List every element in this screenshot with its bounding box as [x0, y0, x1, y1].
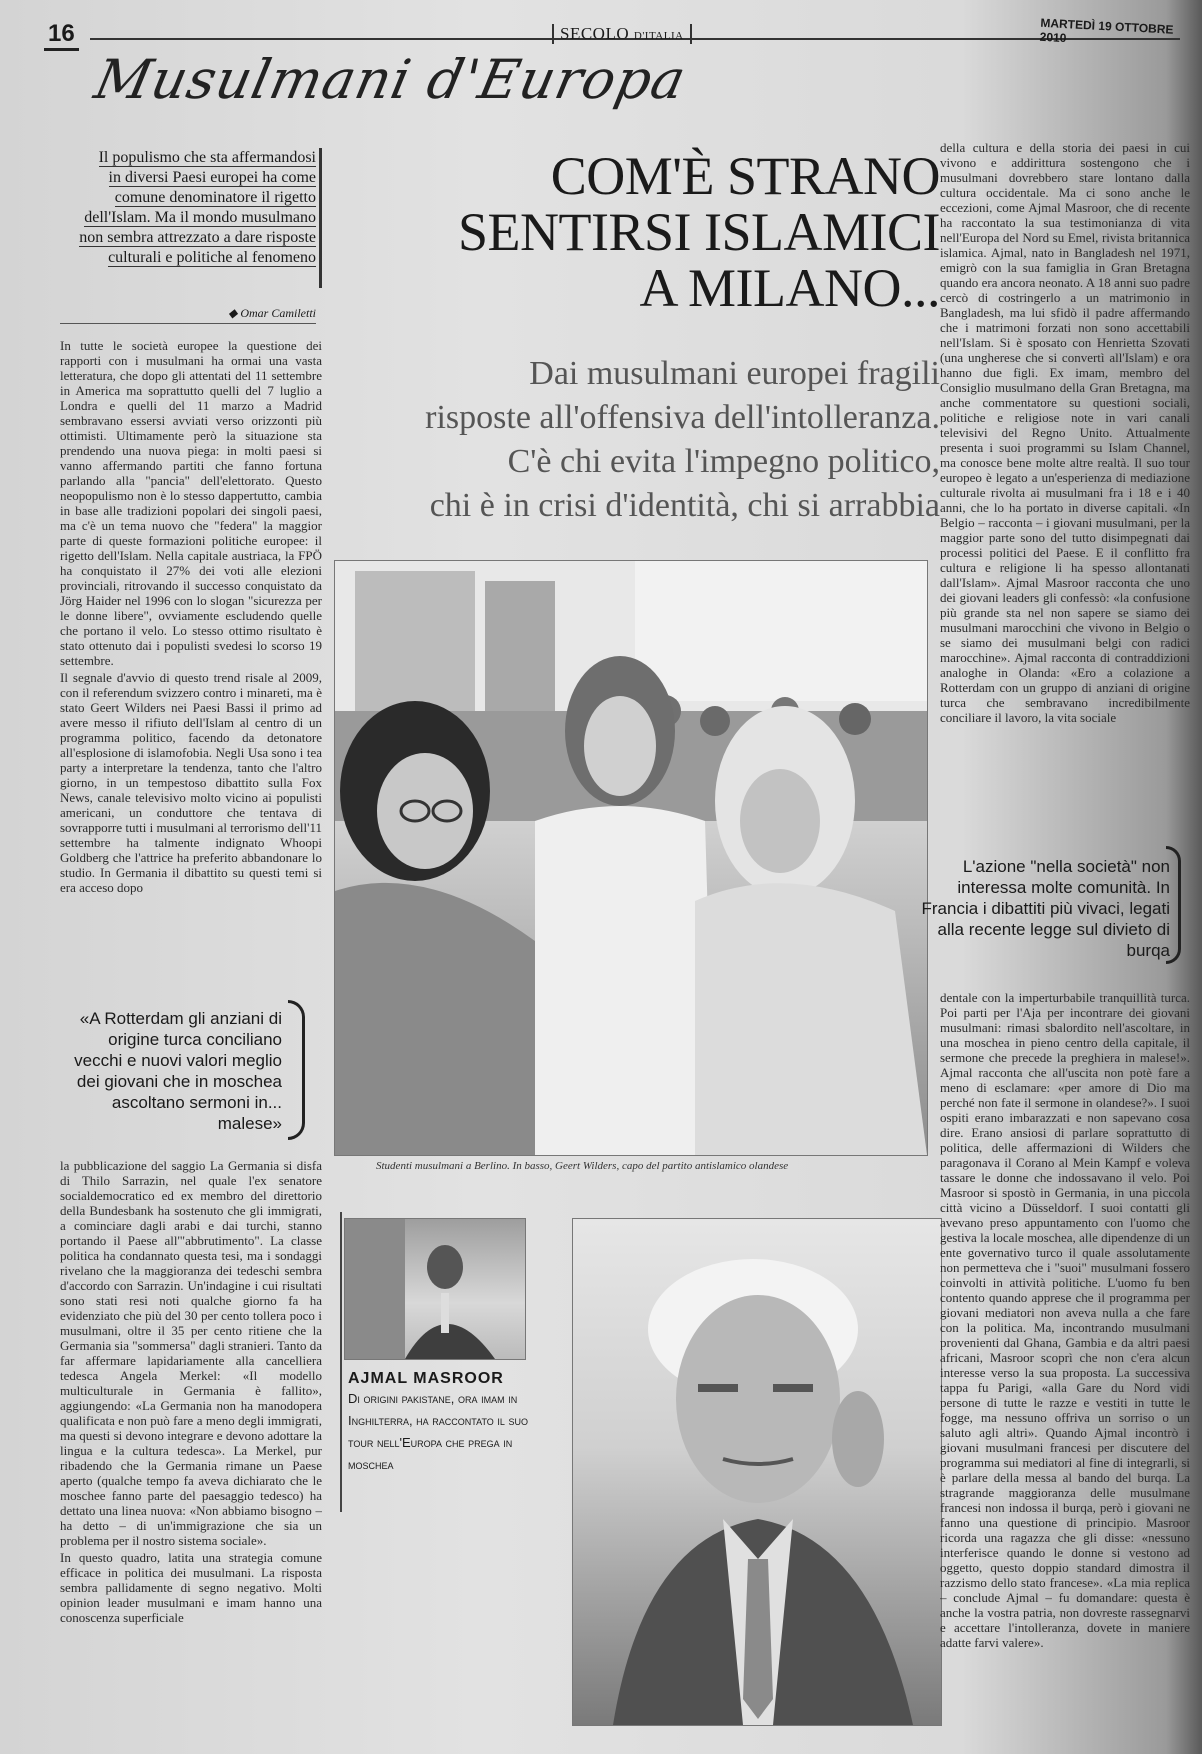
- pull-quote-left: «A Rotterdam gli anziani di origine turca conciliano vecchi e nuovi valori meglio dei giovani che in moschea ascoltano sermoni in... malese»: [74, 1009, 282, 1133]
- newspaper-name-main: SECOLO: [560, 24, 630, 43]
- article-column-left-continued: [60, 1158, 322, 1698]
- subhead-line: chi è in crisi d'identità, chi si arrabbia: [429, 487, 940, 524]
- article-paragraph: In tutte le società europee la questione dei rapporti con i musulmani ha ormai una vasta letteratura, che dopo gli attentati del 11 settembre in America ma soprattutto quelli del 7 luglio a Londra e quelli del 11 marzo a Madrid sembravano essersi avviati verso orizzonti più ottimisti. Ultimamente però la situazione sta prendendo una nuova piega: in molti paesi si vanno affermando partiti che fanno fortuna parlando alla "pancia" dell'elettorato. Questo neopopulismo non è lo stesso dappertutto, cambia in base alle tradizioni popolari dei singoli paesi, ma c'è un tema nuovo che "federa" la maggior parte di queste formazioni politiche europee: il rigetto dell'Islam. Nella capitale austriaca, la FPÖ ha conquistato il 27% dei voti alle elezioni provinciali, ritrovando il successo conquistato da Jörg Haider nel 1996 con lo slogan "sicurezza per le donne libere", ovviamente escludendo quelle che portano il velo. Lo stesso ottimo risultato è stato ottenuto dai i populisti svedesi lo scorso 19 settembre.: [60, 338, 322, 668]
- geert-wilders-photo: [572, 1218, 942, 1726]
- article-column-left: [60, 338, 322, 978]
- section-title: Musulmani d'Europa: [89, 48, 692, 111]
- subheadline: [330, 352, 940, 528]
- subhead-line: Dai musulmani europei fragili: [529, 355, 940, 392]
- photo-caption: Studenti musulmani a Berlino. In basso, Geert Wilders, capo del partito antislamico olandese: [376, 1160, 789, 1172]
- article-paragraph: della cultura e della storia dei paesi in cui vivono e addirittura sostengono che i musulmani dovrebbero stare lontano dalla cultura occidentale. Ma ci sono anche le eccezioni, come Ajmal Masroor, che di recente ha raccontato la sua testimonianza di vita nell'Europa del Nord su Emel, rivista britannica islamica. Ajmal, nato in Bangladesh nel 1971, emigrò con la sua famiglia in Gran Bretagna quando era ancora neonato. A 18 anni suo padre cercò di costringerlo a un matrimonio in Bangladesh, ma lui sfidò il padre affermando che i matrimoni forzati non sono accettabili nell'Islam. Si è sposato con Henrietta Szovati (una ungherese che si convertì all'Islam) e ora hanno due figli. Ex imam, membro del Consiglio musulmano della Gran Bretagna, ma anche commentatore su questioni sociali, politiche e religiose note in vari canali televisivi del Regno Unito. Attualmente presenta i suoi programmi su Islam Channel, ma conosce bene molte altre realtà. Il suo tour europeo è legato a un'esperienza di mediazione culturale rivolta ai musulmani fra i 18 e i 40 anni, che lo ha portato in diverse capitali. «In Belgio – racconta – i giovani musulmani, per la maggior parte sono del tutto disimpegnati dai processi politici del Paese. E il conflitto fra cultura e religione li ha spesso allontanati dall'Islam». Ajmal Masroor racconta che uno dei giovani leaders gli confessò: «la confusione più grande sta nel non sapere se siamo dei musulmani marocchini che vivono in Belgio o se siamo dei musulmani belgi con radici marocchine». Ajmal racconta di contraddizioni analoghe in Olanda: «Ero a colazione a Rotterdam con un gruppo di anziani di origine turca che sembravano incredibilmente conciliare il lavoro, la vita sociale: [940, 140, 1190, 725]
- article-column-right: [940, 140, 1190, 830]
- portrait-illustration: [345, 1219, 525, 1359]
- wilders-illustration: [573, 1219, 941, 1725]
- headline-line: A MILANO...: [639, 258, 940, 318]
- intro-box: [60, 148, 316, 268]
- pull-quote-right: L'azione "nella società" non interessa molte comunità. In Francia i dibattiti più vivaci, legati alla recente legge sul divieto di burqa: [921, 857, 1170, 960]
- intro-line: in diversi Paesi europei ha come: [108, 169, 316, 186]
- article-paragraph: Il segnale d'avvio di questo trend risale al 2009, con il referendum svizzero contro i minareti, ma è stato Geert Wilders nei Paesi Bassi il primo ad avere messo il rifiuto dell'Islam al centro di un programma politico, facendo da detonatore all'esplosione di islamofobia. Negli Usa sono i tea party a interpretare la tendenza, tanto che l'altro giorno, in un tempestoso dibattito sulla Fox News, canale televisivo molto vicino ai populisti americani, un conduttore che tentava di sovrapporre tutti i musulmani al terrorismo dell'11 settembre ha talmente indignato Whoopi Goldberg che l'attrice ha preferito abbandonare lo studio. In Germania il dibattito su questi temi si era acceso dopo: [60, 670, 322, 895]
- headline-line: SENTIRSI ISLAMICI: [457, 202, 940, 262]
- byline-author: Omar Camiletti: [240, 306, 316, 320]
- article-paragraph: In questo quadro, latita una strategia comune efficace in politica dei musulmani. La risposta sembra pallidamente di segno negativo. Molti opinion leader musulmani e imam hanno una conoscenza superficiale: [60, 1550, 322, 1625]
- bio-name: AJMAL MASROOR: [348, 1370, 504, 1387]
- headline-line: COM'È STRANO: [550, 146, 940, 206]
- article-paragraph: la pubblicazione del saggio La Germania si disfa di Thilo Sarrazin, nel quale l'ex senatore socialdemocratico ed ex membro del direttorio della Bundesbank ha sostenuto che gli immigrati, a cominciare dagli arabi e dai turchi, stanno portando il Paese all'"abbrutimento". La classe politica ha condannato questa tesi, ma i sondaggi rivelano che la maggioranza dei tedeschi sembra d'accordo con Sarrazin. Un'indagine i cui risultati sono stati resi noti qualche giorno fa ha evidenziato che più del 30 per cento tollera poco i musulmani, oltre il 35 per cento ritiene che la Germania sia "sommersa" dagli stranieri. Tanto da far affermare lapidariamente alla cancelliera tedesca Angela Merkel: «Il modello multiculturale in Germania è fallito», aggiungendo: «La Germania non ha manodopera qualificata e non può fare a meno degli immigrati, ma questi si devono integrare e devono adottare la lingua e la cultura tedesca». La Merkel, pur ribadendo che la Germania rimane un Paese aperto (qualche tempo fa aveva dichiarato che le moschee fanno parte del paesaggio tedesco) ha dettato una linea nuova: «Non abbiamo bisogno – ha detto – di un'immigrazione che sia un problema per il nostro sistema sociale».: [60, 1158, 322, 1548]
- intro-line: non sembra attrezzato a dare risposte: [79, 229, 316, 246]
- newspaper-name: [552, 24, 692, 44]
- students-photo: [334, 560, 928, 1156]
- bio-text: Di origini pakistane, ora imam in Inghilterra, ha raccontato il suo tour nell'Europa che prega in moschea: [348, 1391, 529, 1472]
- newspaper-name-suffix: D'ITALIA: [633, 30, 684, 42]
- pull-quote-bracket: [288, 1000, 305, 1140]
- intro-line: dell'Islam. Ma il mondo musulmano: [84, 209, 316, 226]
- article-column-right-continued: [940, 990, 1190, 1730]
- byline: ◆ Omar Camiletti: [60, 306, 316, 324]
- bio-rule: [340, 1212, 342, 1512]
- students-photo-illustration: [335, 561, 927, 1155]
- page-number: 16: [44, 20, 79, 51]
- intro-line: comune denominatore il rigetto: [114, 189, 316, 206]
- ajmal-masroor-photo: [344, 1218, 526, 1360]
- intro-box-bar: [319, 148, 322, 288]
- subhead-line: risposte all'offensiva dell'intolleranza.: [425, 399, 940, 436]
- subhead-line: C'è chi evita l'impegno politico,: [507, 443, 940, 480]
- article-paragraph: dentale con la imperturbabile tranquillità turca. Poi parti per l'Aja per incontrare dei giovani musulmani: rimasi sbalordito nell'ascoltare, in una moschea in pieno centro della capitale, il sermone che precede la preghiera in malese!». Ajmal racconta che all'uscita non potè fare a meno di esclamare: «per amore di Dio ma perché non fate il sermone in olandese?». I suoi ospiti erano imbarazzati e non sapevano cosa dire. Erano ansiosi di parlare soprattutto di politica, delle affermazioni di Wilders che paragonava il Corano al Mein Kampf e voleva tassare le donne che indossavano il velo. Poi Masroor si spostò in Germania, in una piccola città vicino a Düsseldorf. I suoi contatti gli avevano preso appuntamento con l'uomo che gestiva la locale moschea, alle dipendenze di un ente governativo turco il quale assolutamente non permetteva che i "suoi" musulmani fossero coinvolti in attività politiche. L'uomo fu ben contento quando apprese che il programma per giovani mediatori non aveva nulla a che fare con la politica. Ma, incontrando musulmani provenienti dal Ghana, Gambia e da altri paesi africani, Masroor scoprì che non c'era alcun interesse verso la sua proposta. La successiva tappa fu Parigi, «alla Gare du Nord vidi persone di tutte le razze e vestiti in tutte le fogge, ma nessuno offriva un sorriso o un saluto agli altri». Quando Ajmal incontrò i giovani musulmani francesi per discutere del programma sui mediatori al fine di integrarli, si è parlare della messa al bando del burqa. La stragrande maggioranza delle musulmane francesi non indossa il burqa, però i giovani ne fanno una questione di principio. Masroor ricorda una ragazza che gli disse: «nessuno interferisce quando le donne si vestono ad oggetto, questo doppio standard dimostra il razzismo dello stato francese». «La mia replica – conclude Ajmal – fu domandare: questa è anche la vostra patria, non dovreste rassegnarvi e accettare l'intolleranza, dovete in maniere adatte farvi valere».: [940, 990, 1190, 1650]
- pull-quote-bracket: [1166, 846, 1181, 964]
- bio-box: [348, 1370, 538, 1476]
- issue-date: MARTEDÌ 19 OTTOBRE 2010: [1039, 15, 1174, 46]
- headline: [340, 148, 940, 316]
- intro-line: culturali e politiche al fenomeno: [108, 249, 316, 266]
- intro-line: Il populismo che sta affermandosi: [98, 149, 316, 166]
